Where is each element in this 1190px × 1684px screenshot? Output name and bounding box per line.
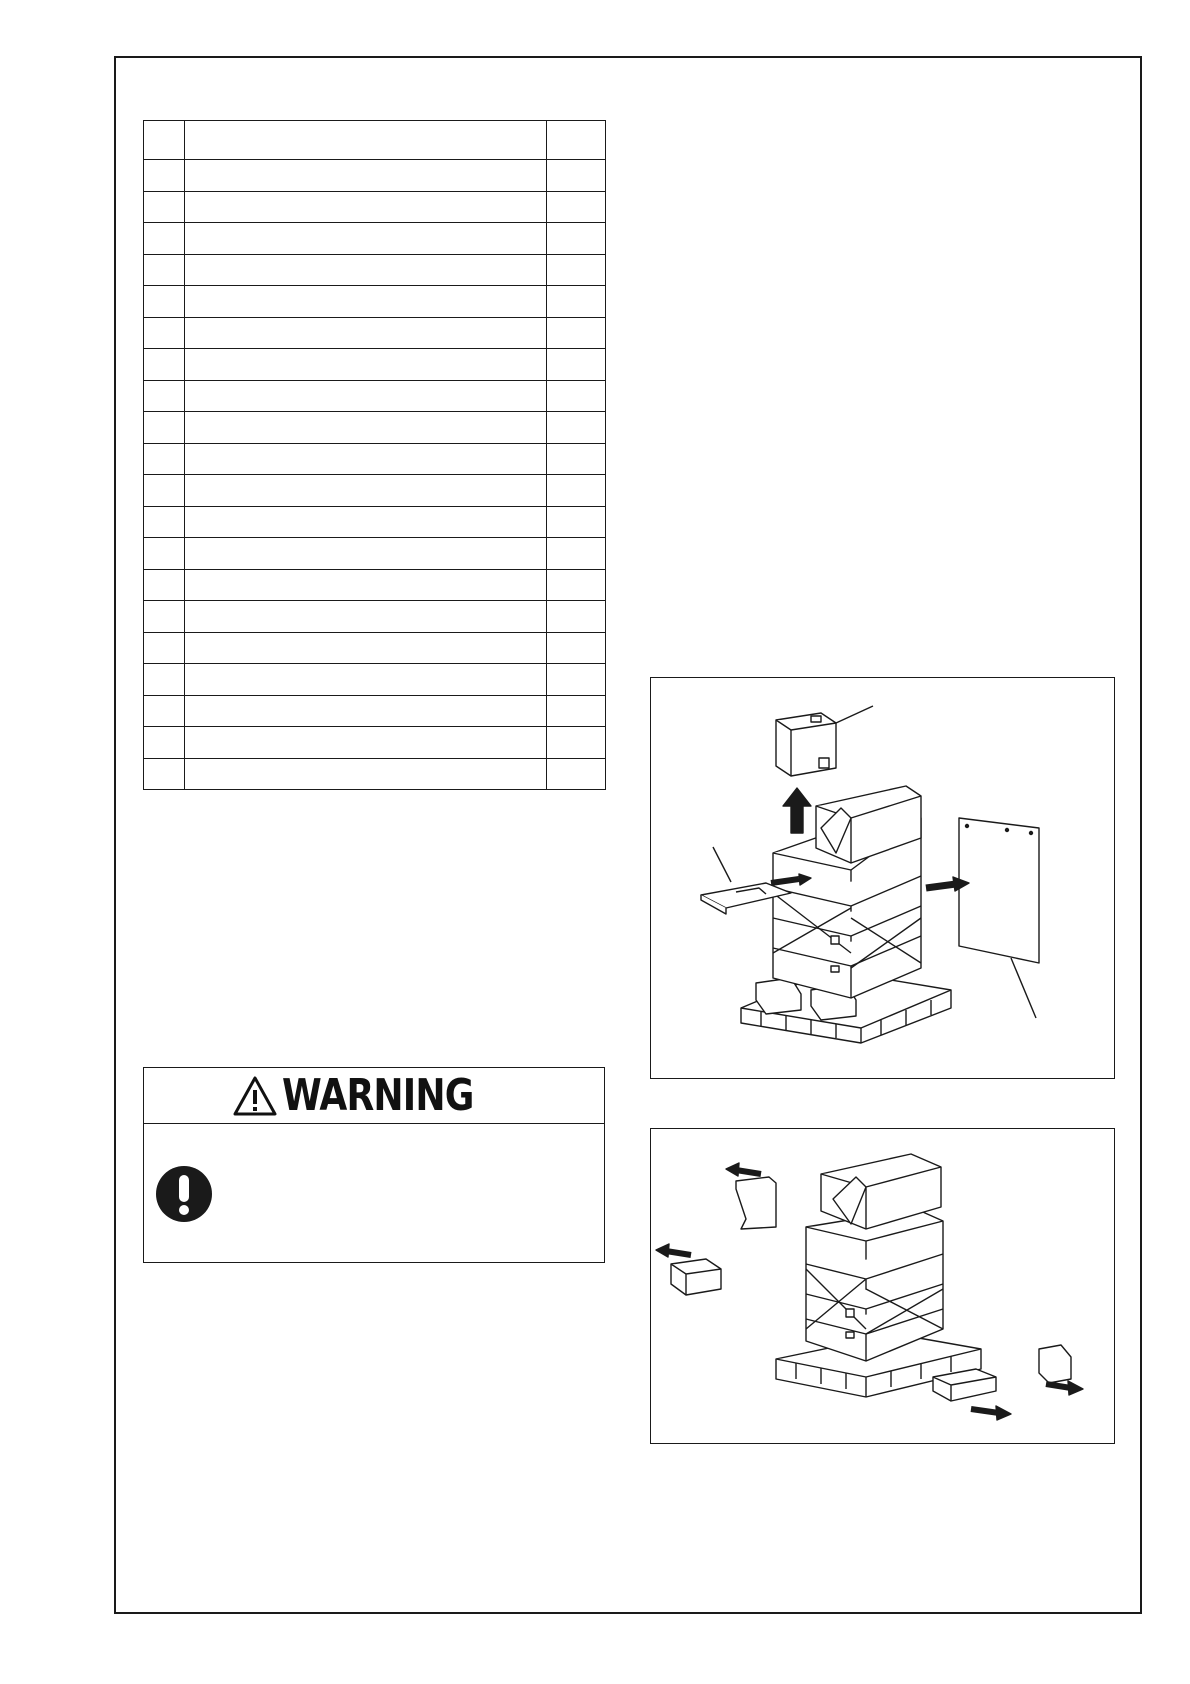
table-cell [144,632,185,664]
table-cell [185,727,547,759]
table-cell [547,223,606,255]
table-row [144,601,606,633]
header-cell-qty [547,121,606,160]
table-cell [144,349,185,381]
table-cell [144,569,185,601]
table-cell [185,695,547,727]
header-cell-name [185,121,547,160]
warning-title: WARNING [282,1069,474,1121]
table-row [144,160,606,192]
warning-box [143,1067,605,1263]
table-cell [185,475,547,507]
removing-packing-blocks-figure [650,1128,1115,1444]
table-row [144,538,606,570]
table-row [144,254,606,286]
table-row [144,475,606,507]
table-cell [185,286,547,318]
table-cell [185,758,547,790]
table-cell [547,601,606,633]
table-row [144,191,606,223]
table-row [144,506,606,538]
table-header-row [144,121,606,160]
table-cell [185,223,547,255]
table-row [144,286,606,318]
table-row [144,569,606,601]
table-cell [547,632,606,664]
table-cell [144,254,185,286]
table-cell [547,695,606,727]
warning-body [144,1124,604,1263]
table-row [144,664,606,696]
unpacking-accessories-figure [650,677,1115,1079]
table-row [144,317,606,349]
table-cell [144,160,185,192]
table-cell [547,380,606,412]
table-cell [144,475,185,507]
table-cell [547,538,606,570]
table-cell [185,380,547,412]
table-cell [144,443,185,475]
table-cell [185,254,547,286]
table-cell [144,286,185,318]
table-cell [547,569,606,601]
mandatory-action-icon [154,1164,214,1224]
table-cell [547,758,606,790]
table-cell [144,664,185,696]
table-row [144,695,606,727]
table-cell [547,475,606,507]
table-cell [185,412,547,444]
table-cell [185,317,547,349]
table-cell [547,191,606,223]
table-cell [144,601,185,633]
table-cell [547,727,606,759]
table-cell [185,349,547,381]
header-cell-no [144,121,185,160]
table-row [144,443,606,475]
table-cell [144,223,185,255]
table-cell [144,191,185,223]
table-cell [547,506,606,538]
table-cell [185,191,547,223]
warning-header [144,1068,604,1124]
table-cell [144,758,185,790]
table-row [144,727,606,759]
table-cell [547,254,606,286]
table-row [144,223,606,255]
table-cell [547,412,606,444]
table-row [144,632,606,664]
table-row [144,380,606,412]
table-cell [144,695,185,727]
table-cell [547,349,606,381]
removing-packing-blocks-illustration [651,1129,1113,1442]
table-cell [144,412,185,444]
machine-body [806,1209,943,1361]
warning-triangle-icon [232,1075,278,1117]
table-cell [144,727,185,759]
table-cell [185,632,547,664]
table-cell [547,664,606,696]
table-cell [185,569,547,601]
table-cell [185,538,547,570]
accessory-box [776,713,836,776]
table-cell [144,538,185,570]
table-cell [144,506,185,538]
table-cell [185,664,547,696]
table-cell [144,317,185,349]
table-cell [185,506,547,538]
table-cell [185,601,547,633]
table-cell [547,443,606,475]
unpacking-accessories-illustration [651,678,1113,1077]
table-row [144,412,606,444]
table-cell [185,443,547,475]
cover-panel [959,818,1039,963]
table-cell [185,160,547,192]
table-row [144,349,606,381]
table-cell [547,160,606,192]
table-cell [144,380,185,412]
parts-list-table [143,120,606,790]
table-cell [547,317,606,349]
table-row [144,758,606,790]
table-cell [547,286,606,318]
